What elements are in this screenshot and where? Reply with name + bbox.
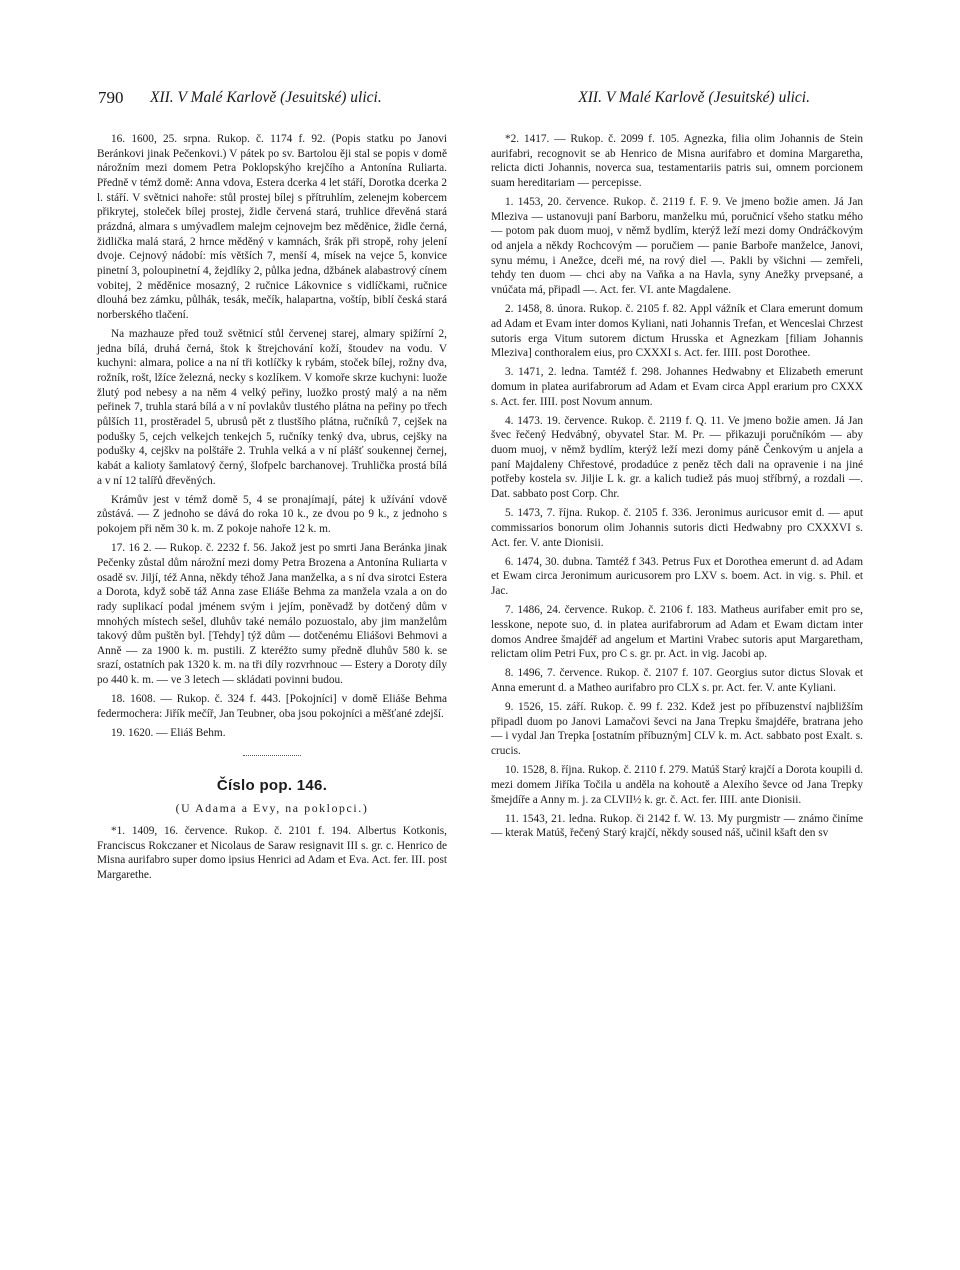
section-title: Číslo pop. 146. bbox=[216, 776, 328, 794]
page-number: 790 bbox=[98, 88, 124, 107]
section-divider bbox=[243, 755, 301, 757]
entry-paragraph: 1. 1453, 20. července. Rukop. č. 2119 f. F. 9. Ve jmeno božie amen. Já Jan Mleziva — ustanovuji paní Barboru, manželku mú, poručnicí všeho statku mého — potom pak duom muoj, v němž bydlím, kterýž leží mezi domy Ondráčkovým od anjela a někdy Rochcovým — poručiem — panie Barboře manželce, Janovi, synu mému, i Anežce, dceři mé, na rový diel —. Pakli by všichni — zemřeli, tehdy ten duom — chci aby na Vaňka a na Havla, syny Anežky prvepsané, a vnúčata má, připadl —. Act. fer. VI. ante Magdalene. bbox=[491, 196, 863, 297]
entry-paragraph: 9. 1526, 15. září. Rukop. č. 99 f. 232. Kdež jest po příbuzenství najbližším připadl duom po Janovi Lamačovi ševci na Jana Trepku šmajdéře, bratrana jeho — i vydal Jan Trepka [ostatním příbuzným] CLV k. m. Act. sabbato post Exalt. s. crucis. bbox=[491, 701, 863, 758]
entry-paragraph: 4. 1473. 19. července. Rukop. č. 2119 f. Q. 11. Ve jmeno božie amen. Já Jan švec řečený Hedvábný, obyvatel Star. M. Pr. — přikazuji poručníkóm — aby duom muoj, v němž bydlím, kterýž leží mezi domy páně Čenkovým u anjela a paní Majdaleny Chřestové, prodadúce z peněz těch dali na opravenie i na jiné potřeby kostela sv. Jiljie L k. gr. a kalich tudiež pás muoj stříbrný, a rozdali —. Dat. sabbato post Corp. Chr. bbox=[491, 414, 863, 501]
entry-paragraph: Krámův jest v témž domě 5, 4 se pronajímají, pátej k užívání vdově zůstává. — Z jednoho se dává do roka 10 k., ze dvou po 9 k., z jednoho s pokojem při něm 30 k. m. Z pokoje nahoře 12 k. m. bbox=[97, 493, 447, 536]
entry-paragraph: 11. 1543, 21. ledna. Rukop. či 2142 f. W. 13. My purgmistr — známo činíme — kterak Matúš, řečený Starý krajčí, někdy soused náš, učinil kšaft den sv bbox=[491, 812, 863, 840]
entry-paragraph: 19. 1620. — Eliáš Behm. bbox=[111, 727, 226, 740]
entry-paragraph: 2. 1458, 8. února. Rukop. č. 2105 f. 82. Appl vážník et Clara emerunt domum ad Adam et Evam inter domos Kyliani, nati Johannis Trefan, et Wenceslai Chrzest sutoris erga Vitum sutorem dictum Hrusska et Agnezkam [filiam Johannis Mleziva] conthoralem eius, pro CXXXI s. Act. fer. IIII. post Dorothee. bbox=[491, 303, 863, 360]
section-subtitle: (U Adama a Evy, na poklopci.) bbox=[175, 801, 369, 816]
running-head-right: XII. V Malé Karlově (Jesuitské) ulici. bbox=[578, 89, 810, 106]
page-header bbox=[98, 88, 810, 110]
entry-paragraph: 5. 1473, 7. října. Rukop. č. 2105 f. 336. Jeronimus auricusor emit d. — aput commissarios bonorum olim Johannis sutoris dicti Hedwabny pro CXXXVI s. Act. fer. V. ante Dionisii. bbox=[491, 507, 863, 549]
running-head-left: XII. V Malé Karlově (Jesuitské) ulici. bbox=[150, 89, 382, 106]
entry-paragraph: 16. 1600, 25. srpna. Rukop. č. 1174 f. 92. (Popis statku po Janovi Beránkovi jinak Pečenkovi.) V pátek po sv. Bartolou ěji stal se popis v domě nárožním mezi domem Petra Poklopskýho krejčího a Antonína Ruliarta. Předně v témž domě: Anna vdova, Estera dcerka 4 let stáří, Dorotka dcerka 2 l. stáří. V světnici nahoře: stůl prostej bílej s přítruhlím, zelenejm kobercem přikrytej, stoleček bílej prostej, židle červená stará, truhlice dřevěná stará prázdná, almara s umývadlem malejm cejnovejm bez měděnice, židle černá, židlička malá stará, 2 hrnce měděný v kamnách, šrák při stropě, rohy jelení dvoje. Cejnový nádobí: mís větších 7, menší 4, mísek na vejce 5, konvice pinetní 3, poloupinetní 4, žejdlíky 2, půlka jedna, džbánek alabastrový cínem vobitej, 2 měděnice mosazný, 2 ručnice Lákovnice s vidlíčkami, ručnice dlouhá bez zámku, půlhák, tesák, mečík, halapartna, voštíp, biblí česká stará norberského tlačení. bbox=[97, 133, 447, 321]
right-column bbox=[491, 132, 863, 846]
entry-paragraph: *1. 1409, 16. července. Rukop. č. 2101 f. 194. Albertus Kotkonis, Franciscus Rokczaner et Nicolaus de Saraw resignavit III s. gr. c. Henrico de Misna aurifabro super domo ipsius Henrici ad Adam et Eva. Act. fer. III. post Margarethe. bbox=[97, 825, 447, 882]
left-column bbox=[97, 132, 447, 887]
entry-paragraph: 3. 1471, 2. ledna. Tamtéž f. 298. Johannes Hedwabny et Elizabeth emerunt domum in platea aurifabrorum ad Adam et Evam circa Appl erarium pro CXXX s. Act. fer. IIII. post Novum annum. bbox=[491, 366, 863, 408]
entry-paragraph: Na mazhauze před touž světnicí stůl červenej starej, almary spižírní 2, jedna bílá, druhá černá, štok k štrejchování koží, štoudev na vodu. V kuchyni: almara, police a na ní tři kotlíčky k rybám, stoček bílej, rožny dva, rožník, rošt, lžíce železná, necky s kozlíkem. V komoře skrze kuchyni: luože žlutý pod nebesy a na něm 4 velký peřiny, luožko prostý malý a na něm peřinek 7, truhla stará bílá a v ní povlakův tlustého plátna na peřiny po třech půlších 11, prostěradel 5, ubrusů pět z tlustšího plátna, ručníků 7, cejšek na podušky 5, cejch velkejch tenkejch 5, ručníky tenký dva, ubrus, cejšky na podušky 4, cejškv na polštáře 2. Truhla velká a v ní plášť soukennej černej, kabát a kalioty šamlatový černý, šlofpelc barchanovej. Truhlička prostá bílá a v ní 12 talířů dřevěných. bbox=[97, 328, 447, 487]
entry-paragraph: 18. 1608. — Rukop. č. 324 f. 443. [Pokojníci] v domě Eliáše Behma federmochera: Jiřík mečíř, Jan Teubner, oba jsou pokojníci a měšťané zdejší. bbox=[97, 693, 447, 720]
entry-paragraph: 17. 16 2. — Rukop. č. 2232 f. 56. Jakož jest po smrti Jana Beránka jinak Pečenky zůstal dům nárožní mezi domy Petra Brozena a Antonína Ruliarta v osadě sv. Jiljí, též Anna, někdy téhož Jana manželka, a s ní dva sirotci Estera a Dorota, když sobě táž Anna zase Eliáše Behma za manžela vzala a on do rady suplikací podal jménem svým i jejím, poněvadž by dotčený dům v mnohých místech sešel, dluhův také nemálo pozuostalo, aby jim manželům takový dům puštěn byl. [Tehdy] týž dům — dotčenému Eliášovi Behmovi a Anně — za 1900 k. m. pustili. Z kteréžto sumy předně dluhův 580 k. se srazí, ostatních pak 1320 k. m. na tři díly rozvrhnouc — Estery a Doroty díly po 440 k. m. — ve 3 letech — skládati povinni budou. bbox=[97, 542, 447, 687]
entry-paragraph: 7. 1486, 24. července. Rukop. č. 2106 f. 183. Matheus aurifaber emit pro se, lesskone, nepote suo, d. in platea aurifabrorum ad Adam et Ewam dictam inter domos Andree šmajdéř ad angelum et Martini Vrabec sutoris aput Margaretham, relictam olim Petri Fux, pro C s. gr. pr. Act. in vig. Jacobi ap. bbox=[491, 604, 863, 661]
entry-paragraph: 6. 1474, 30. dubna. Tamtéž f 343. Petrus Fux et Dorothea emerunt d. ad Adam et Ewam circa Jeronimum auricusorem pro LXV s. boem. Act. in vig. s. Phil. et Jac. bbox=[491, 555, 863, 598]
entry-paragraph: 8. 1496, 7. července. Rukop. č. 2107 f. 107. Georgius sutor dictus Slovak et Anna emerunt d. a Matheo aurifabro pro CLX s. pr. Act. fer. V. ante Kyliani. bbox=[491, 667, 863, 694]
entry-paragraph: *2. 1417. — Rukop. č. 2099 f. 105. Agnezka, filia olim Johannis de Stein aurifabri, recognovit se ab Henrico de Misna aurifabro et domina Margaretha, relicta dicti Johannis, noverca sua, testamentariis patris sui, omnem porcionem suam hereditariam — percepisse. bbox=[491, 133, 863, 189]
entry-paragraph: 10. 1528, 8. října. Rukop. č. 2110 f. 279. Matúš Starý krajčí a Dorota koupili d. mezi domem Jiříka Točila u anděla na kohoutě a Alexího ševce od Jana Trepky šmejdíře a Anny m. j. za CLVII½ k. gr. č. Act. fer. IIII. ante Dionisii. bbox=[491, 764, 863, 806]
